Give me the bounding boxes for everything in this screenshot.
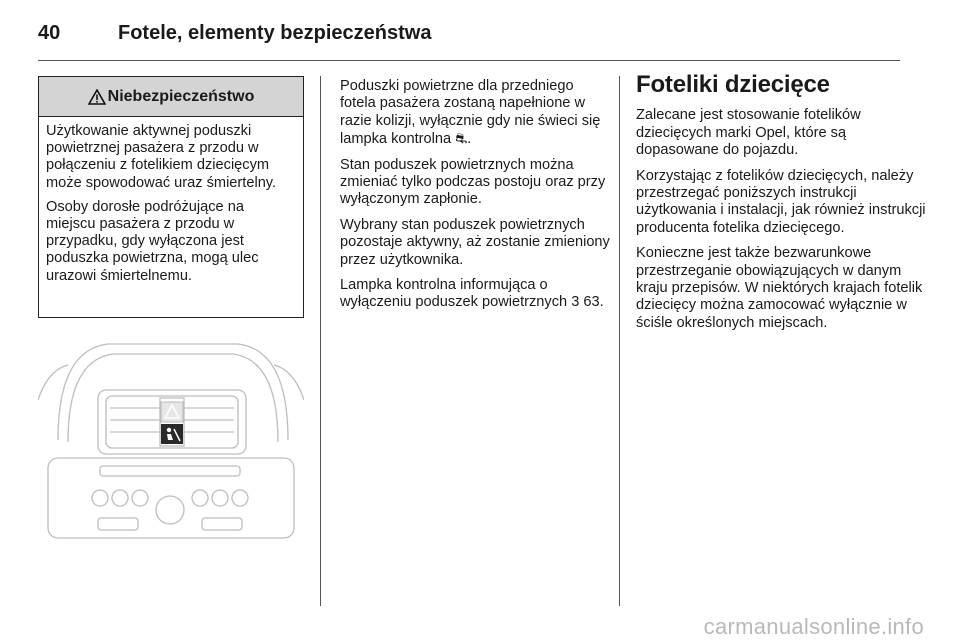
middle-paragraph-3: Wybrany stan poduszek powietrznych pozostaje aktywny, aż zostanie zmieniony przez użytkownika. — [340, 216, 610, 268]
column-divider-1 — [320, 76, 321, 606]
middle-paragraph-4-text: Lampka kontrolna informująca o wyłączeniu poduszek powietrznych — [340, 277, 572, 311]
middle-column — [340, 78, 610, 320]
middle-paragraph-4 — [340, 277, 610, 312]
warning-box — [38, 76, 304, 318]
warning-paragraph-2: Osoby dorosłe podróżujące na miejscu pasażera z przodu w przypadku, gdy wyłączona jest poduszka powietrzna, mogą ulec urazowi śmiertelnemu. — [46, 198, 259, 284]
airbag-off-icon: ⛐ — [455, 130, 468, 147]
section-title: Foteliki dziecięce — [636, 71, 830, 98]
right-paragraph-3: Konieczne jest także bezwarunkowe przestrzeganie obowiązujących w danym kraju przepisów. W niektórych krajach fotelik dziecięcy można zamocować wyłącznie w ściśle określonych miejscach. — [636, 245, 923, 331]
page-title: Fotele, elementy bezpieczeństwa — [118, 22, 432, 44]
middle-paragraph-2: Stan poduszek powietrznych można zmieniać tylko podczas postoju oraz przy wyłączonym zapłonie. — [340, 156, 606, 208]
warning-title: Niebezpieczeństwo — [107, 87, 255, 105]
header-divider — [38, 60, 900, 61]
dashboard-illustration — [38, 330, 304, 540]
middle-paragraph-1-text: Poduszki powietrzne dla przedniego fotela pasażera zostaną napełnione w razie kolizji, wyłącznie gdy nie świeci się lampka kontrolna — [340, 78, 601, 148]
column-divider-2 — [619, 76, 620, 606]
right-paragraph-2: Korzystając z fotelików dziecięcych, należy przestrzegać poniższych instrukcji użytkowania i instalacji, jak również instrukcji producenta fotelika dziecięcego. — [636, 167, 926, 236]
warning-title-bar — [39, 77, 303, 117]
page-number: 40 — [38, 22, 61, 44]
warning-triangle-icon — [88, 89, 106, 105]
page-reference-link[interactable]: 3 63. — [571, 294, 604, 311]
watermark: carmanualsonline.info — [703, 614, 924, 639]
right-column — [636, 71, 926, 340]
right-paragraph-1: Zalecane jest stosowanie fotelików dziecięcych marki Opel, które są dopasowane do pojazdu. — [636, 107, 861, 159]
middle-paragraph-1-end: . — [467, 131, 472, 148]
warning-paragraph-1: Użytkowanie aktywnej poduszki powietrznej pasażera z przodu w połączeniu z fotelikiem dziecięcym może spowodować uraz śmiertelny. — [46, 123, 277, 191]
warning-body — [39, 117, 303, 285]
middle-paragraph-1 — [340, 78, 610, 149]
